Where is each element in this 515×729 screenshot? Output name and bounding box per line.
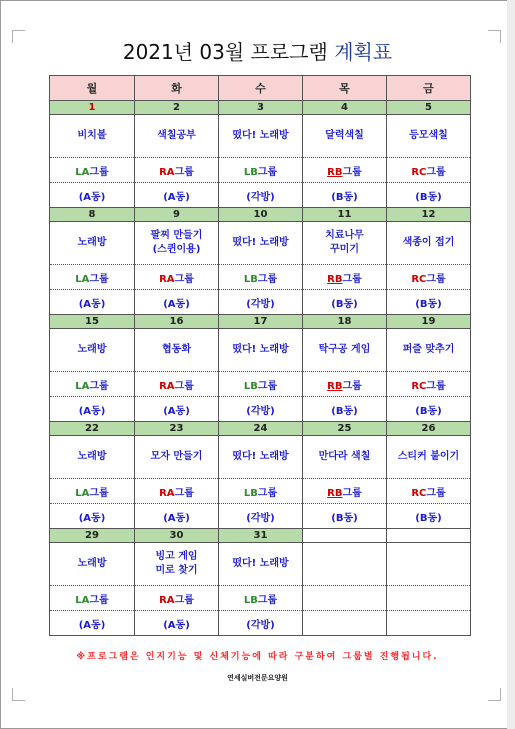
weekday-header: 월 <box>50 76 135 101</box>
date-cell: 19 <box>387 315 471 329</box>
group-cell <box>387 265 471 290</box>
group-code: LA <box>75 166 90 178</box>
building-row <box>50 183 471 208</box>
activity-cell <box>50 115 135 158</box>
group-label: 그룹 <box>257 273 278 285</box>
activity-cell <box>303 329 387 372</box>
facility-name: 연세실버전문요양원 <box>227 674 288 682</box>
group-label: 그룹 <box>257 380 278 392</box>
building-row <box>50 290 471 315</box>
activity-cell <box>219 329 303 372</box>
activity-name: 떴다! 노래방 <box>232 237 289 248</box>
activity-name: 떴다! 노래방 <box>232 130 289 141</box>
activity-row <box>50 115 471 158</box>
building-cell: (A동) <box>50 290 135 315</box>
activity-name: (스퀸이용) <box>152 244 201 255</box>
activity-cell <box>387 436 471 479</box>
activity-cell <box>50 436 135 479</box>
group-cell <box>219 265 303 290</box>
activity-name: 탁구공 게임 <box>318 344 371 355</box>
group-cell <box>303 372 387 397</box>
group-label: 그룹 <box>174 380 194 392</box>
building-cell: (A동) <box>50 611 135 636</box>
activity-name: 노래방 <box>77 344 107 355</box>
group-cell <box>219 372 303 397</box>
building-cell: (각방) <box>219 183 303 208</box>
activity-row <box>50 543 471 586</box>
building-cell: (각방) <box>219 397 303 422</box>
activity-row <box>50 436 471 479</box>
date-cell: 1 <box>50 101 135 115</box>
weekday-header: 수 <box>219 76 303 101</box>
group-label: 그룹 <box>342 273 362 285</box>
activity-name: 만다라 색칠 <box>318 451 371 462</box>
group-code: LB <box>243 594 258 606</box>
date-cell: 3 <box>219 101 303 115</box>
activity-cell <box>135 543 219 586</box>
page-edge <box>507 0 515 729</box>
building-row <box>50 504 471 529</box>
date-cell: 10 <box>219 208 303 222</box>
activity-name: 떴다! 노래방 <box>232 451 289 462</box>
group-cell <box>303 158 387 183</box>
building-cell: (B동) <box>303 504 387 529</box>
group-label: 그룹 <box>174 166 194 178</box>
building-cell: (각방) <box>219 504 303 529</box>
group-code: LA <box>75 487 90 499</box>
crop-mark-bottom-left <box>12 688 25 701</box>
program-note: ※프로그램은 인지기능 및 신체기능에 따라 구분하여 그룹별 진행됩니다. <box>76 652 439 662</box>
activity-cell <box>303 115 387 158</box>
building-cell: (B동) <box>387 183 471 208</box>
date-cell: 4 <box>303 101 387 115</box>
group-label: 그룹 <box>89 273 109 285</box>
activity-cell <box>303 543 387 586</box>
building-cell: (각방) <box>219 290 303 315</box>
group-row <box>50 586 471 611</box>
group-label: 그룹 <box>257 166 278 178</box>
date-row <box>50 422 471 436</box>
building-cell: (B동) <box>303 397 387 422</box>
group-code: RA <box>159 487 175 499</box>
group-cell <box>135 372 219 397</box>
group-label: 그룹 <box>257 487 278 499</box>
group-code: RC <box>411 487 427 499</box>
group-label: 그룹 <box>89 380 109 392</box>
activity-name: 등모색칠 <box>409 130 448 141</box>
group-cell <box>219 586 303 611</box>
date-row <box>50 208 471 222</box>
group-cell <box>50 265 135 290</box>
building-cell: (B동) <box>303 183 387 208</box>
group-code: RA <box>159 380 175 392</box>
group-cell <box>387 586 471 611</box>
group-code: RA <box>159 273 175 285</box>
activity-name: 스티커 붙이기 <box>397 451 460 462</box>
building-cell: (B동) <box>387 290 471 315</box>
group-code: LB <box>243 380 258 392</box>
group-code: LB <box>243 273 258 285</box>
building-cell: (A동) <box>50 504 135 529</box>
building-row <box>50 611 471 636</box>
activity-name: 미로 찾기 <box>155 565 198 576</box>
activity-cell <box>135 222 219 265</box>
group-cell <box>303 586 387 611</box>
group-cell <box>50 586 135 611</box>
group-code: RB <box>327 273 343 285</box>
building-cell <box>303 611 387 636</box>
activity-cell <box>219 436 303 479</box>
group-code: RC <box>411 166 427 178</box>
date-cell <box>303 529 387 543</box>
group-label: 그룹 <box>426 273 446 285</box>
activity-name: 노래방 <box>77 558 107 569</box>
date-cell: 31 <box>219 529 303 543</box>
group-label: 그룹 <box>426 380 446 392</box>
activity-name: 퍼즐 맞추기 <box>402 344 455 355</box>
activity-cell <box>219 222 303 265</box>
activity-name: 색칠공부 <box>157 130 196 141</box>
activity-cell <box>219 115 303 158</box>
activity-cell <box>50 543 135 586</box>
date-cell: 22 <box>50 422 135 436</box>
activity-cell <box>219 543 303 586</box>
weekday-header: 목 <box>303 76 387 101</box>
building-row <box>50 397 471 422</box>
date-cell: 24 <box>219 422 303 436</box>
group-cell <box>387 479 471 504</box>
date-cell: 18 <box>303 315 387 329</box>
group-code: LA <box>75 380 90 392</box>
date-cell: 8 <box>50 208 135 222</box>
group-label: 그룹 <box>89 166 109 178</box>
activity-cell <box>387 222 471 265</box>
group-row <box>50 479 471 504</box>
activity-cell <box>135 115 219 158</box>
title-accent: 계획표 <box>334 40 393 64</box>
activity-name: 협동화 <box>162 344 191 355</box>
activity-cell <box>303 222 387 265</box>
building-cell: (A동) <box>135 183 219 208</box>
group-label: 그룹 <box>342 380 362 392</box>
group-code: LB <box>243 166 258 178</box>
building-cell: (A동) <box>50 397 135 422</box>
date-cell: 29 <box>50 529 135 543</box>
date-row <box>50 101 471 115</box>
building-cell: (B동) <box>303 290 387 315</box>
group-label: 그룹 <box>89 594 109 606</box>
group-cell <box>387 158 471 183</box>
building-cell: (B동) <box>387 504 471 529</box>
group-code: LA <box>75 594 90 606</box>
date-cell: 25 <box>303 422 387 436</box>
activity-name: 비치볼 <box>77 130 107 141</box>
group-row <box>50 372 471 397</box>
activity-name: 떴다! 노래방 <box>232 344 289 355</box>
building-cell: (B동) <box>387 397 471 422</box>
weekday-header: 금 <box>387 76 471 101</box>
group-cell <box>303 479 387 504</box>
group-label: 그룹 <box>174 487 194 499</box>
activity-cell <box>135 436 219 479</box>
group-label: 그룹 <box>174 594 194 606</box>
activity-name: 떴다! 노래방 <box>232 558 289 569</box>
group-cell <box>135 265 219 290</box>
building-cell: (A동) <box>50 183 135 208</box>
activity-cell <box>387 329 471 372</box>
group-code: RA <box>159 594 175 606</box>
weekday-header: 화 <box>135 76 219 101</box>
date-cell: 23 <box>135 422 219 436</box>
group-label: 그룹 <box>174 273 194 285</box>
group-label: 그룹 <box>89 487 109 499</box>
activity-name: 색종이 접기 <box>402 237 455 248</box>
building-cell: (A동) <box>135 290 219 315</box>
activity-name: 모자 만들기 <box>150 451 203 462</box>
date-cell: 26 <box>387 422 471 436</box>
group-cell <box>135 158 219 183</box>
group-label: 그룹 <box>342 166 362 178</box>
group-label: 그룹 <box>342 487 362 499</box>
page-title <box>0 36 515 65</box>
building-cell: (A동) <box>135 397 219 422</box>
group-cell <box>135 586 219 611</box>
group-code: RA <box>159 166 175 178</box>
date-cell: 17 <box>219 315 303 329</box>
date-cell: 5 <box>387 101 471 115</box>
group-cell <box>50 479 135 504</box>
weekday-header-row <box>50 76 471 101</box>
activity-name: 빙고 게임 <box>155 551 198 562</box>
program-calendar-table <box>49 75 471 636</box>
group-cell <box>135 479 219 504</box>
date-cell: 15 <box>50 315 135 329</box>
group-code: RB <box>327 487 343 499</box>
date-cell: 2 <box>135 101 219 115</box>
activity-row <box>50 329 471 372</box>
activity-name: 노래방 <box>77 237 107 248</box>
activity-cell <box>50 329 135 372</box>
date-row <box>50 529 471 543</box>
group-row <box>50 265 471 290</box>
date-cell: 16 <box>135 315 219 329</box>
title-main: 2021년 03월 프로그램 <box>122 40 328 64</box>
date-cell: 12 <box>387 208 471 222</box>
group-cell <box>219 158 303 183</box>
activity-cell <box>135 329 219 372</box>
date-cell: 11 <box>303 208 387 222</box>
group-code: LA <box>75 273 90 285</box>
building-cell: (A동) <box>135 611 219 636</box>
activity-cell <box>303 436 387 479</box>
activity-cell <box>387 543 471 586</box>
building-cell <box>387 611 471 636</box>
date-cell <box>387 529 471 543</box>
activity-name: 꾸미기 <box>330 244 359 255</box>
date-cell: 9 <box>135 208 219 222</box>
building-cell: (각방) <box>219 611 303 636</box>
group-row <box>50 158 471 183</box>
group-cell <box>50 372 135 397</box>
group-code: LB <box>243 487 258 499</box>
activity-row <box>50 222 471 265</box>
group-code: RC <box>411 380 427 392</box>
building-cell: (A동) <box>135 504 219 529</box>
group-cell <box>387 372 471 397</box>
group-cell <box>50 158 135 183</box>
group-label: 그룹 <box>426 166 446 178</box>
activity-cell <box>387 115 471 158</box>
group-cell <box>219 479 303 504</box>
activity-name: 치료나무 <box>325 230 364 241</box>
activity-cell <box>50 222 135 265</box>
crop-mark-bottom-right <box>488 688 501 701</box>
group-code: RC <box>411 273 427 285</box>
group-cell <box>303 265 387 290</box>
group-code: RB <box>327 380 343 392</box>
activity-name: 달력색칠 <box>325 130 364 141</box>
group-label: 그룹 <box>426 487 446 499</box>
date-cell: 30 <box>135 529 219 543</box>
date-row <box>50 315 471 329</box>
group-label: 그룹 <box>257 594 278 606</box>
activity-name: 팔찌 만들기 <box>150 230 203 241</box>
activity-name: 노래방 <box>77 451 107 462</box>
group-code: RB <box>327 166 343 178</box>
